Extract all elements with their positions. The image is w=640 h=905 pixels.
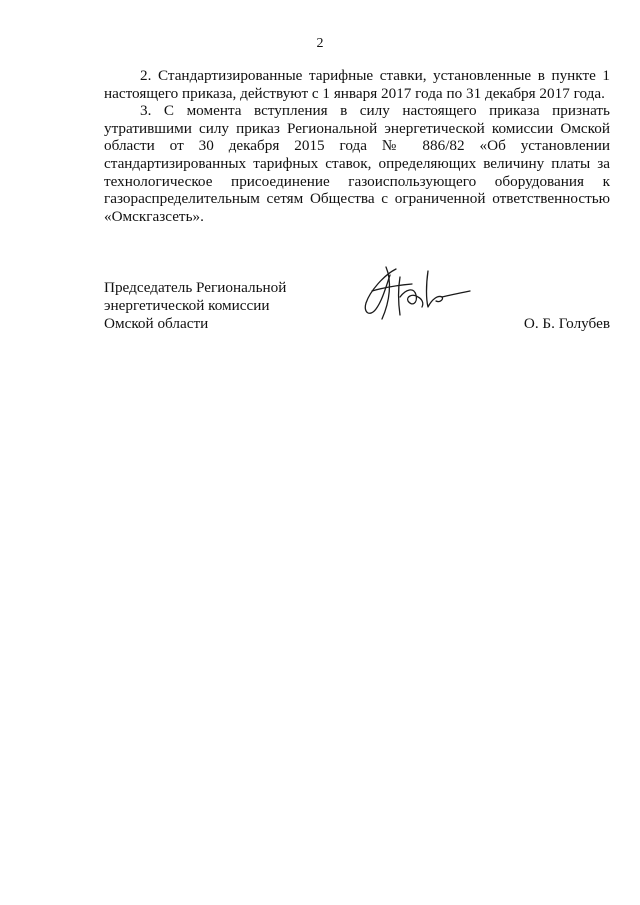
paragraph-2: 2. Стандартизированные тарифные ставки, установленные в пункте 1 настоящего приказа, действуют с 1 января 2017 года по 31 декабря 2017 года. (104, 67, 610, 102)
signatory-title (104, 279, 286, 333)
handwritten-signature-icon (356, 257, 476, 327)
signatory-title-line: Председатель Региональной (104, 279, 287, 296)
document-body (104, 67, 610, 225)
signatory-title-line: Омской области (104, 315, 209, 332)
page-number: 2 (316, 36, 324, 51)
paragraph-3: 3. С момента вступления в силу настоящего приказа признать утратившими силу приказ Региональной энергетической комиссии Омской области от 30 декабря 2015 года № 886/82 «Об установлении стандартизированных тарифных ставок, определяющих величину платы за технологическое присоединение газоиспользующего оборудования к газораспределительным сетям Общества с ограниченной ответственностью «Омскгазсеть». (104, 102, 610, 225)
signatory-title-line: энергетической комиссии (104, 297, 270, 314)
signer-name: О. Б. Голубев (523, 315, 610, 332)
